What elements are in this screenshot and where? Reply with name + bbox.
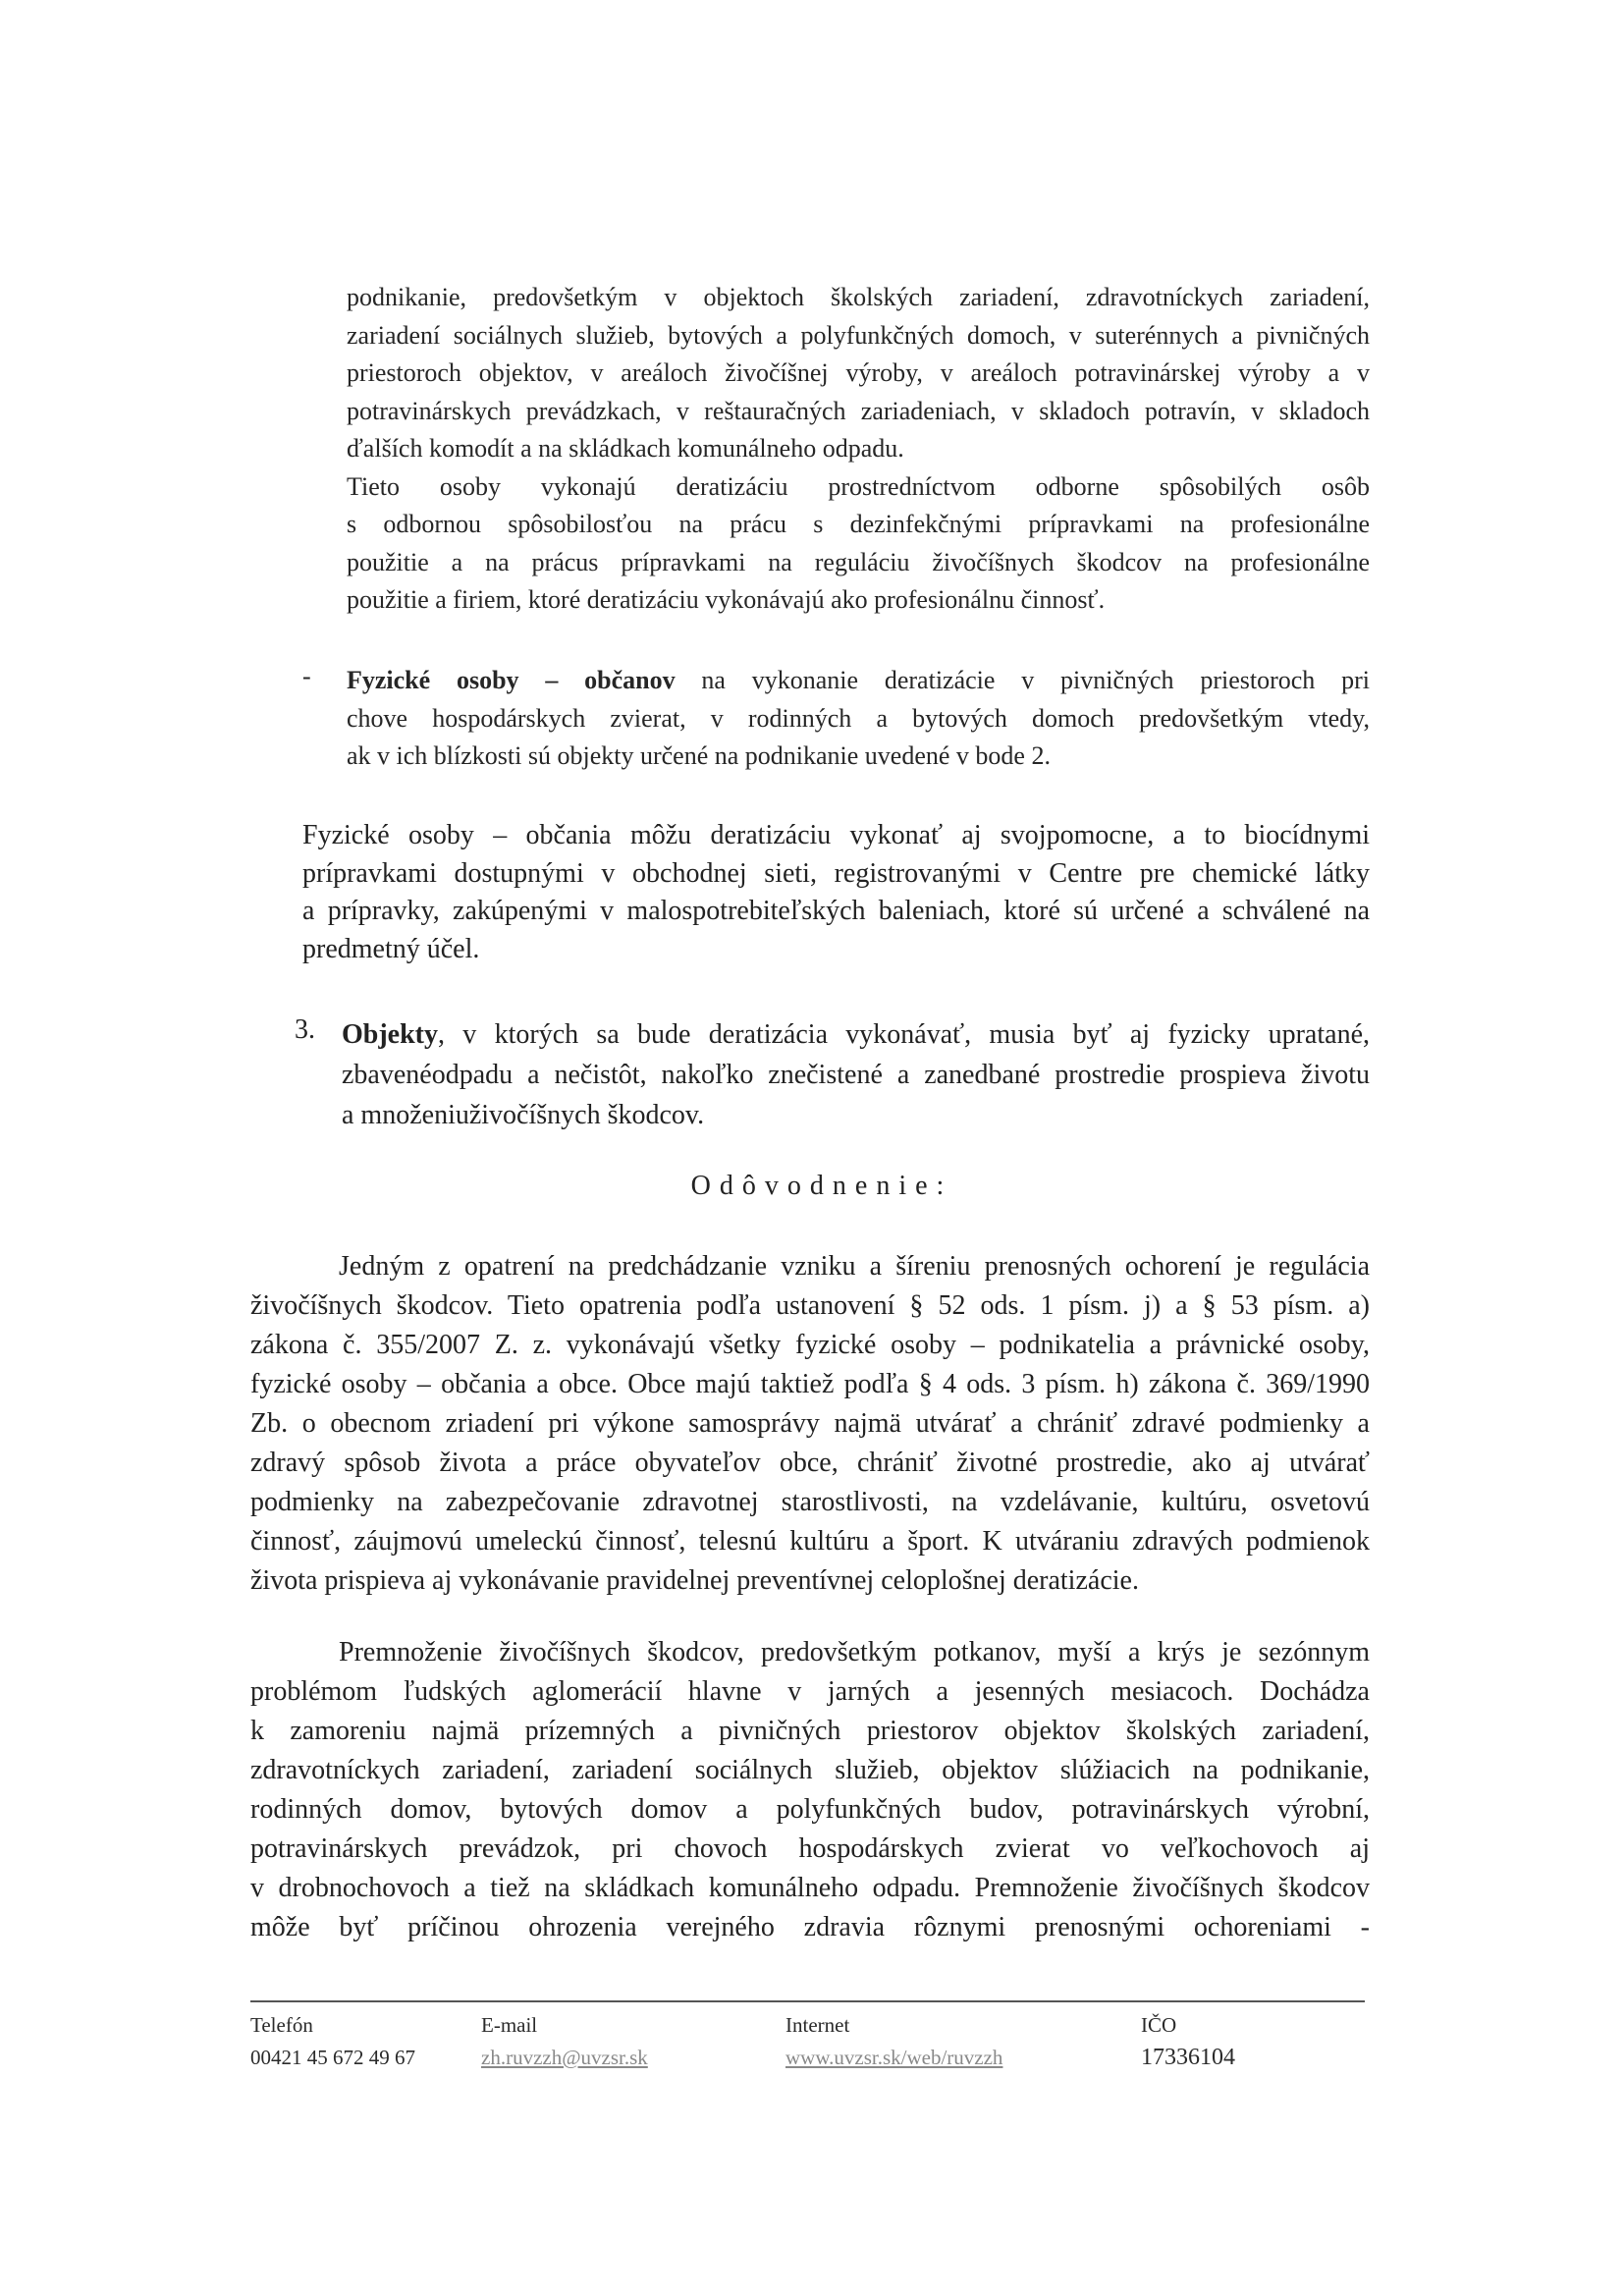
text-line: Zb. o obecnom zriadení pri výkone samosprávy najmä utvárať a chrániť zdravé podmienky a: [250, 1408, 1370, 1439]
text-line: živočíšnych škodcov. Tieto opatrenia podľa ustanovení § 52 ods. 1 písm. j) a § 53 písm. a): [250, 1290, 1370, 1321]
text-line: a množeniuživočíšnych škodcov.: [342, 1100, 705, 1130]
text-line: k zamoreniu najmä prízemných a pivničných priestorov objektov školských zariadení,: [250, 1716, 1370, 1746]
text-line: potravinárskych prevádzok, pri chovoch hospodárskych zvierat vo veľkochovoch aj: [250, 1833, 1370, 1864]
text-line: a prípravky, zakúpenými v malospotrebiteľských baleniach, ktoré sú určené a schválené na: [302, 896, 1370, 926]
text-line: chove hospodárskych zvierat, v rodinných a bytových domoch predovšetkým vtedy,: [347, 703, 1370, 733]
text-line: zdravý spôsob života a práce obyvateľov obce, chrániť životné prostredie, ako aj utvárať: [250, 1448, 1370, 1478]
text-line: podnikanie, predovšetkým v objektoch školských zariadení, zdravotníckych zariadení,: [347, 283, 1370, 311]
item-3-objects: [342, 1014, 1370, 1135]
text-line: zbavenéodpadu a nečistôt, nakoľko znečistené a zanedbané prostredie prospieva životu: [342, 1060, 1370, 1090]
item-number: 3.: [295, 1014, 315, 1045]
justification-paragraph-1: [250, 1247, 1370, 1601]
text-line: [347, 662, 1370, 700]
footer-internet-link[interactable]: www.uvzsr.sk/web/ruvzzh: [785, 2046, 1003, 2069]
text-line: použitie a firiem, ktoré deratizáciu vykonávajú ako profesionálnu činnosť.: [347, 585, 1106, 614]
bold-lead: Fyzické osoby – občanov: [347, 666, 676, 694]
bold-lead: Objekty: [342, 1019, 438, 1050]
text-line: fyzické osoby – občania a obce. Obce majú taktiež podľa § 4 ods. 3 písm. h) zákona č. 369/1990: [250, 1369, 1370, 1399]
text-line: života prispieva aj vykonávanie pravidelnej preventívnej celoplošnej deratizácie.: [250, 1565, 1139, 1596]
text-line: rodinných domov, bytových domov a polyfunkčných budov, potravinárskych výrobní,: [250, 1794, 1370, 1825]
text-line: činnosť, záujmovú umeleckú činnosť, telesnú kultúru a šport. K utváraniu zdravých podmienok: [250, 1526, 1370, 1557]
text-line: Jedným z opatrení na predchádzanie vzniku a šíreniu prenosných ochorení je regulácia: [339, 1251, 1370, 1282]
footer-email-link[interactable]: zh.ruvzzh@uvzsr.sk: [481, 2046, 648, 2069]
text-line: môže byť príčinou ohrozenia verejného zdravia rôznymi prenosnými ochoreniami -: [250, 1912, 1370, 1942]
text-line: zákona č. 355/2007 Z. z. vykonávajú všetky fyzické osoby – podnikatelia a právnické osoby,: [250, 1330, 1370, 1360]
footer-divider: [250, 2000, 1365, 2002]
text-line: použitie a na prácus prípravkami na reguláciu živočíšnych škodcov na profesionálne: [347, 547, 1370, 576]
footer-internet: [785, 2009, 1002, 2074]
footer-ico-label: IČO: [1141, 2013, 1177, 2037]
text-line: [342, 1014, 1370, 1055]
text-line: predmetný účel.: [302, 933, 480, 964]
footer-ico-value: 17336104: [1141, 2045, 1235, 2070]
text-line: zdravotníckych zariadení, zariadení sociálnych služieb, objektov slúžiacich na podnikanie,: [250, 1755, 1370, 1785]
citizens-paragraph: [302, 817, 1370, 968]
text-line: prípravkami dostupnými v obchodnej sieti, registrovanými v Centre pre chemické látky: [302, 857, 1370, 889]
footer-email-label: E-mail: [481, 2013, 538, 2037]
text-run: , v ktorých sa bude deratizácia vykonávať, musia byť aj fyzicky upratané,: [438, 1019, 1370, 1050]
text-line: ak v ich blízkosti sú objekty určené na podnikanie uvedené v bode 2.: [347, 741, 1051, 770]
text-line: ďalších komodít a na skládkach komunálneho odpadu.: [347, 434, 904, 463]
upper-paragraph: [347, 279, 1370, 620]
text-line: potravinárskych prevádzkach, v reštauračných zariadeniach, v skladoch potravín, v skladoch: [347, 396, 1370, 425]
text-line: podmienky na zabezpečovanie zdravotnej starostlivosti, na vzdelávanie, kultúru, osvetovú: [250, 1487, 1370, 1517]
text-line: problémom ľudských aglomerácií hlavne v jarných a jesenných mesiacoch. Dochádza: [250, 1676, 1370, 1707]
bullet-dash: -: [302, 662, 311, 690]
footer-internet-label: Internet: [785, 2013, 850, 2037]
footer-phone-label: Telefón: [250, 2013, 313, 2037]
footer-email: [481, 2009, 648, 2074]
footer-phone: [250, 2009, 415, 2074]
text-line: Premnoženie živočíšnych škodcov, predovšetkým potkanov, myší a krýs je sezónnym: [339, 1637, 1370, 1667]
justification-paragraph-2: [250, 1633, 1370, 1947]
text-run: na vykonanie deratizácie v pivničných priestoroch pri: [675, 666, 1370, 694]
footer-ico: [1141, 2009, 1235, 2074]
text-line: v drobnochovoch a tiež na skládkach komunálneho odpadu. Premnoženie živočíšnych škodcov: [250, 1873, 1370, 1903]
section-title-justification: Odôvodnenie:: [690, 1171, 953, 1201]
text-line: Fyzické osoby – občania môžu deratizáciu vykonať aj svojpomocne, a to biocídnymi: [302, 820, 1370, 850]
text-line: priestoroch objektov, v areáloch živočíšnej výroby, v areáloch potravinárskej výroby a v: [347, 358, 1370, 387]
text-line: Tieto osoby vykonajú deratizáciu prostredníctvom odborne spôsobilých osôb: [347, 471, 1370, 501]
bullet-citizens: [347, 662, 1370, 776]
footer-phone-value: 00421 45 672 49 67: [250, 2046, 415, 2069]
text-line: s odbornou spôsobilosťou na prácu s dezinfekčnými prípravkami na profesionálne: [347, 510, 1370, 538]
text-line: zariadení sociálnych služieb, bytových a polyfunkčných domoch, v suterénnych a pivničných: [347, 320, 1370, 350]
